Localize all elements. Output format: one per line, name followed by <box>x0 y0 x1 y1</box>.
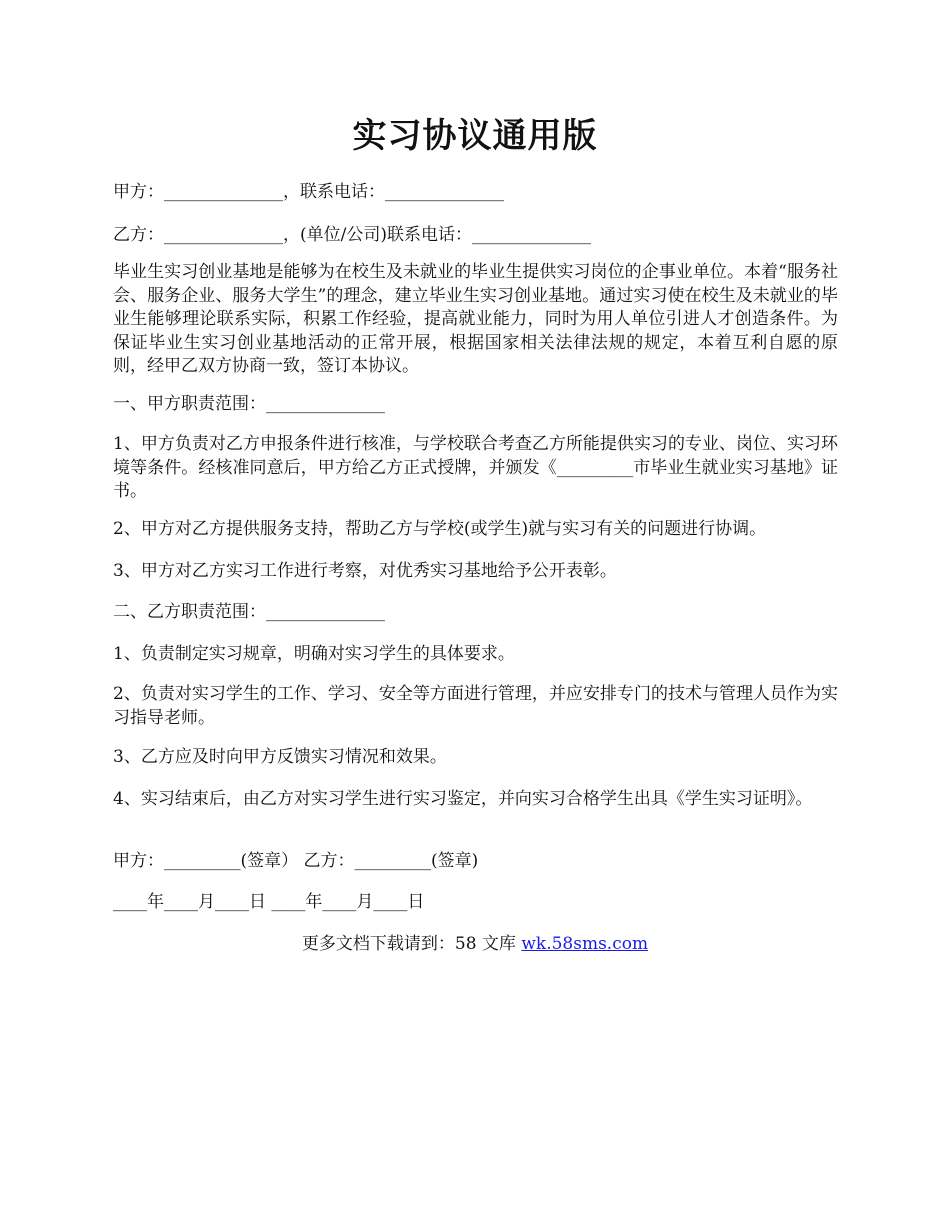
section-a-item-2: 2、甲方对乙方提供服务支持，帮助乙方与学校(或学生)就与实习有关的问题进行协调。 <box>113 519 767 539</box>
signature-line: 甲方：_________(签章） 乙方：_________(签章) <box>113 851 479 871</box>
date-line: ____年____月____日 ____年____月____日 <box>113 892 425 912</box>
section-b-item-1: 1、负责制定实习规章，明确对实习学生的具体要求。 <box>113 644 515 664</box>
section-b-item-2: 2、负责对实习学生的工作、学习、安全等方面进行管理，并应安排专门的技术与管理人员作为实习指导老师。 <box>113 684 838 728</box>
document-title: 实习协议通用版 <box>352 116 598 156</box>
footer <box>0 932 950 956</box>
section-b-item-3: 3、乙方应及时向甲方反馈实习情况和效果。 <box>113 747 447 767</box>
section-b-heading: 二、乙方职责范围：______________ <box>113 602 385 622</box>
section-a-item-3: 3、甲方对乙方实习工作进行考察，对优秀实习基地给予公开表彰。 <box>113 561 617 581</box>
section-b-item-4: 4、实习结束后，由乙方对实习学生进行实习鉴定，并向实习合格学生出具《学生实习证明》。 <box>113 789 813 809</box>
party-b-line: 乙方：______________，(单位/公司)联系电话：______________ <box>113 225 591 245</box>
footer-text: 更多文档下载请到：58 文库 <box>301 934 522 954</box>
section-a-heading: 一、甲方职责范围：______________ <box>113 394 385 414</box>
party-a-line: 甲方：______________，联系电话：______________ <box>113 182 504 202</box>
section-a-item-1: 1、甲方负责对乙方申报条件进行核准，与学校联合考查乙方所能提供实习的专业、岗位、实习环境等条件。经核准同意后，甲方给乙方正式授牌，并颁发《_________市毕业生就业实习基地》证书。 <box>113 434 838 501</box>
footer-link[interactable]: wk.58sms.com <box>521 934 649 954</box>
intro-paragraph: 毕业生实习创业基地是能够为在校生及未就业的毕业生提供实习岗位的企事业单位。本着“服务社会、服务企业、服务大学生”的理念，建立毕业生实习创业基地。通过实习使在校生及未就业的毕业生能够理论联系实际，积累工作经验，提高就业能力，同时为用人单位引进人才创造条件。为保证毕业生实习创业基地活动的正常开展，根据国家相关法律法规的规定，本着互利自愿的原则，经甲乙双方协商一致，签订本协议。 <box>113 262 838 376</box>
